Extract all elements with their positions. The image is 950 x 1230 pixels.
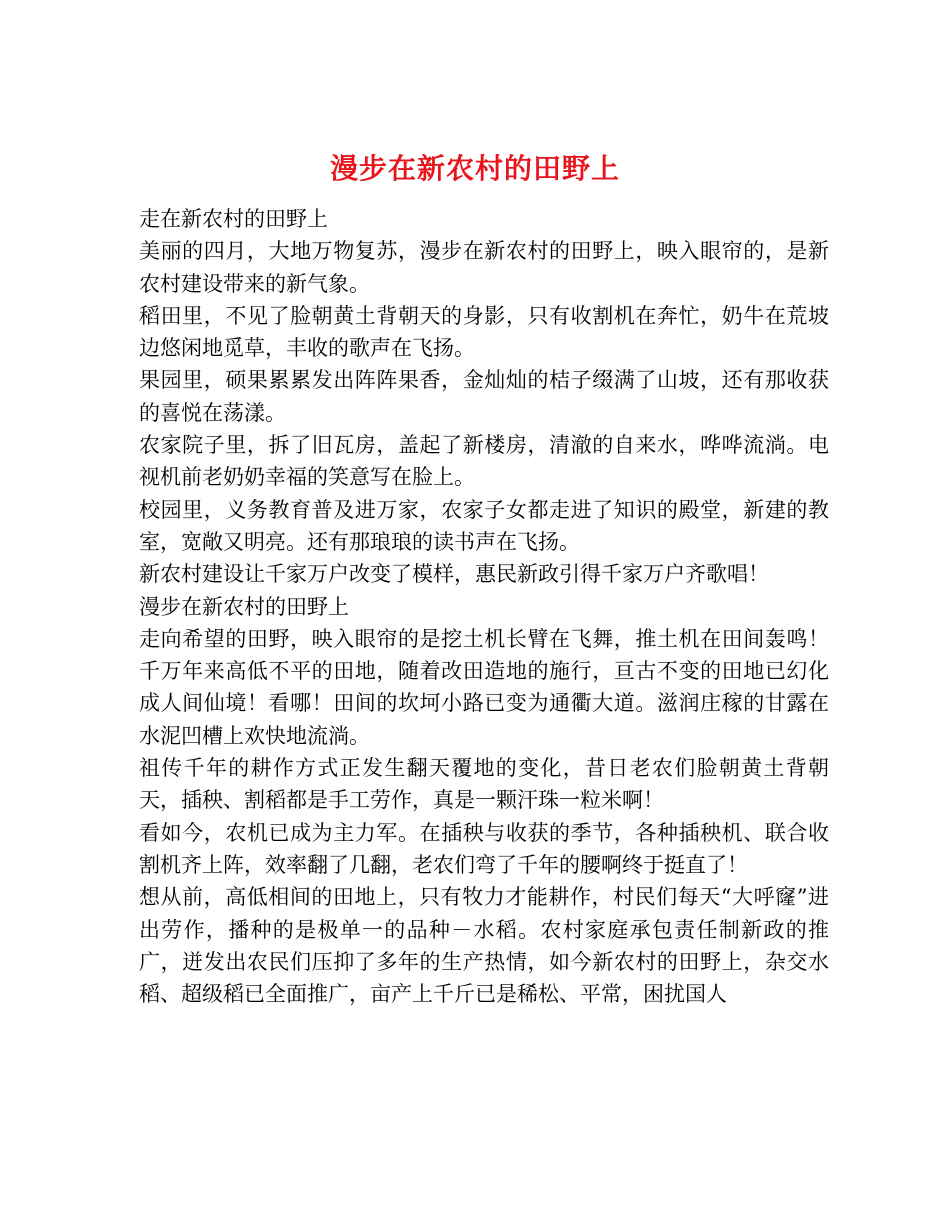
paragraph-3: 稻田里，不见了脸朝黄土背朝天的身影，只有收割机在奔忙，奶牛在荒坡边悠闲地觅草，丰收的歌声在飞扬。: [139, 303, 829, 361]
article-body: [139, 203, 829, 1010]
paragraph-9: 走向希望的田野，映入眼帘的是挖土机长臂在飞舞，推土机在田间轰鸣！千万年来高低不平的田地，随着改田造地的施行，亘古不变的田地已幻化成人间仙境！看哪！田间的坎坷小路已变为通衢大道。滋润庄稼的甘露在水泥凹槽上欢快地流淌。: [139, 626, 829, 748]
paragraph-11: 看如今，农机已成为主力军。在插秧与收获的季节，各种插秧机、联合收割机齐上阵，效率翻了几翻，老农们弯了千年的腰啊终于挺直了！: [139, 820, 829, 877]
paragraph-2: 美丽的四月，大地万物复苏，漫步在新农村的田野上，映入眼帘的，是新农村建设带来的新气象。: [139, 239, 829, 296]
paragraph-10: 祖传千年的耕作方式正发生翻天覆地的变化，昔日老农们脸朝黄土背朝天，插秧、割稻都是手工劳作，真是一颗汗珠一粒米啊！: [139, 756, 829, 813]
paragraph-1: 走在新农村的田野上: [139, 207, 328, 231]
paragraph-8: 漫步在新农村的田野上: [139, 594, 349, 619]
paragraph-4: 果园里，硕果累累发出阵阵果香，金灿灿的桔子缀满了山坡，还有那收获的喜悦在荡漾。: [139, 368, 829, 425]
page-title: 漫步在新农村的田野上: [329, 151, 620, 185]
paragraph-7: 新农村建设让千家万户改变了模样，惠民新政引得千家万户齐歌唱！: [139, 562, 769, 587]
paragraph-12: 想从前，高低相间的田地上，只有牧力才能耕作，村民们每天“大呼窿”进出劳作，播种的是极单一的品种－水稻。农村家庭承包责任制新政的推广，迸发出农民们压抑了多年的生产热情，如今新农村的田野上，杂交水稻、超级稻已全面推广，亩产上千斤已是稀松、平常，困扰国人: [139, 885, 829, 1007]
paragraph-5: 农家院子里，拆了旧瓦房，盖起了新楼房，清澈的自来水，哗哗流淌。电视机前老奶奶幸福的笑意写在脸上。: [139, 433, 829, 490]
paragraph-6: 校园里，义务教育普及进万家，农家子女都走进了知识的殿堂，新建的教室，宽敞又明亮。还有那琅琅的读书声在飞扬。: [139, 497, 829, 554]
